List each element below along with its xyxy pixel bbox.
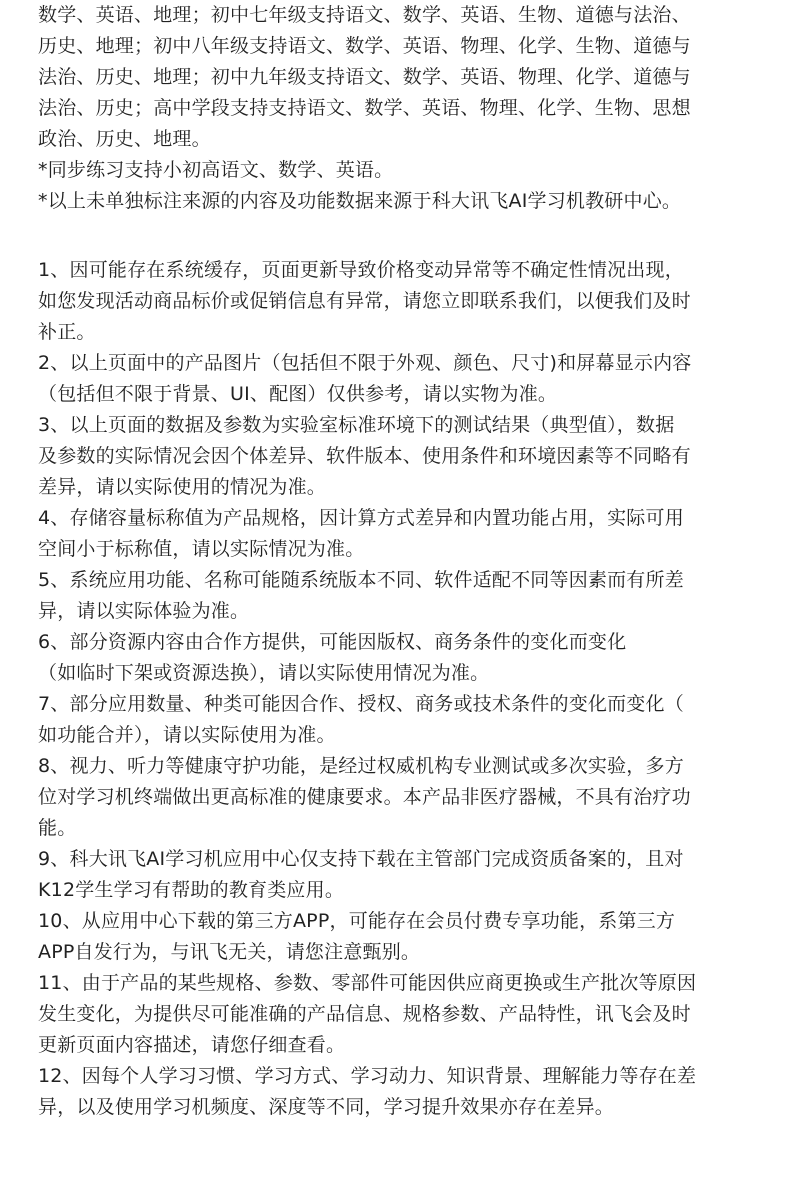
text-line: （包括但不限于背景、UI、配图）仅供参考，请以实物为准。 bbox=[38, 383, 558, 405]
disclaimer-item-2 bbox=[38, 348, 754, 410]
text-line: 及参数的实际情况会因个体差异、软件版本、使用条件和环境因素等不同略有 bbox=[38, 445, 691, 467]
text-line: 异，以及使用学习机频度、深度等不同，学习提升效果亦存在差异。 bbox=[38, 1096, 615, 1118]
text-line: 5、系统应用功能、名称可能随系统版本不同、软件适配不同等因素而有所差 bbox=[38, 569, 684, 591]
text-line: 政治、历史、地理。 bbox=[38, 128, 211, 150]
disclaimer-item-5 bbox=[38, 565, 754, 627]
disclaimer-item-10 bbox=[38, 906, 754, 968]
text-line: 9、科大讯飞AI学习机应用中心仅支持下载在主管部门完成资质备案的，且对 bbox=[38, 848, 684, 870]
disclaimer-item-6 bbox=[38, 627, 754, 689]
text-line: 更新页面内容描述，请您仔细查看。 bbox=[38, 1034, 346, 1056]
text-line: 能。 bbox=[38, 817, 77, 839]
text-line: 8、视力、听力等健康守护功能，是经过权威机构专业测试或多次实验，多方 bbox=[38, 755, 684, 777]
text-line: 如功能合并），请以实际使用为准。 bbox=[38, 724, 336, 746]
footnote-sync-practice bbox=[38, 155, 754, 186]
text-line: （如临时下架或资源迭换），请以实际使用情况为准。 bbox=[38, 662, 490, 684]
disclaimer-item-8 bbox=[38, 751, 754, 844]
disclaimer-item-7 bbox=[38, 689, 754, 751]
text-line: 法治、历史、地理；初中九年级支持语文、数学、英语、物理、化学、道德与 bbox=[38, 66, 691, 88]
text-line: 异，请以实际体验为准。 bbox=[38, 600, 250, 622]
text-line: 法治、历史；高中学段支持支持语文、数学、英语、物理、化学、生物、思想 bbox=[38, 97, 691, 119]
text-line: 位对学习机终端做出更高标准的健康要求。本产品非医疗器械，不具有治疗功 bbox=[38, 786, 691, 808]
disclaimer-item-4 bbox=[38, 503, 754, 565]
text-line: 空间小于标称值，请以实际情况为准。 bbox=[38, 538, 365, 560]
text-line: 12、因每个人学习习惯、学习方式、学习动力、知识背景、理解能力等存在差 bbox=[38, 1065, 697, 1087]
text-line: 数学、英语、地理；初中七年级支持语文、数学、英语、生物、道德与法治、 bbox=[38, 4, 691, 26]
text-line: 1、因可能存在系统缓存，页面更新导致价格变动异常等不确定性情况出现， bbox=[38, 259, 684, 281]
document-body bbox=[38, 0, 754, 1123]
footnote-line: *同步练习支持小初高语文、数学、英语。 bbox=[38, 159, 394, 181]
disclaimer-item-9 bbox=[38, 844, 754, 906]
text-line: K12学生学习有帮助的教育类应用。 bbox=[38, 879, 345, 901]
text-line: 历史、地理；初中八年级支持语文、数学、英语、物理、化学、生物、道德与 bbox=[38, 35, 691, 57]
text-line: 差异，请以实际使用的情况为准。 bbox=[38, 476, 327, 498]
text-line: 2、以上页面中的产品图片（包括但不限于外观、颜色、尺寸)和屏幕显示内容 bbox=[38, 352, 692, 374]
text-line: 6、部分资源内容由合作方提供，可能因版权、商务条件的变化而变化 bbox=[38, 631, 627, 653]
footnote-line: *以上未单独标注来源的内容及功能数据来源于科大讯飞AI学习机教研中心。 bbox=[38, 190, 682, 212]
text-line: 4、存储容量标称值为产品规格，因计算方式差异和内置功能占用，实际可用 bbox=[38, 507, 684, 529]
text-line: 发生变化，为提供尽可能准确的产品信息、规格参数、产品特性，讯飞会及时 bbox=[38, 1003, 691, 1025]
text-line: 10、从应用中心下载的第三方APP，可能存在会员付费专享功能，系第三方 bbox=[38, 910, 676, 932]
text-line: 11、由于产品的某些规格、参数、零部件可能因供应商更换或生产批次等原因 bbox=[38, 972, 697, 994]
text-line: 补正。 bbox=[38, 321, 96, 343]
disclaimer-item-3 bbox=[38, 410, 754, 503]
disclaimer-item-1 bbox=[38, 255, 754, 348]
text-line: 7、部分应用数量、种类可能因合作、授权、商务或技术条件的变化而变化（ bbox=[38, 693, 684, 715]
disclaimer-item-11 bbox=[38, 968, 754, 1061]
text-line: 3、以上页面的数据及参数为实验室标准环境下的测试结果（典型值），数据 bbox=[38, 414, 675, 436]
subject-support-paragraph bbox=[38, 0, 754, 155]
text-line: APP自发行为，与讯飞无关，请您注意甄别。 bbox=[38, 941, 421, 963]
text-line: 如您发现活动商品标价或促销信息有异常，请您立即联系我们，以便我们及时 bbox=[38, 290, 691, 312]
footnote-data-source bbox=[38, 186, 754, 217]
section-spacer bbox=[38, 217, 754, 255]
disclaimer-item-12 bbox=[38, 1061, 754, 1123]
